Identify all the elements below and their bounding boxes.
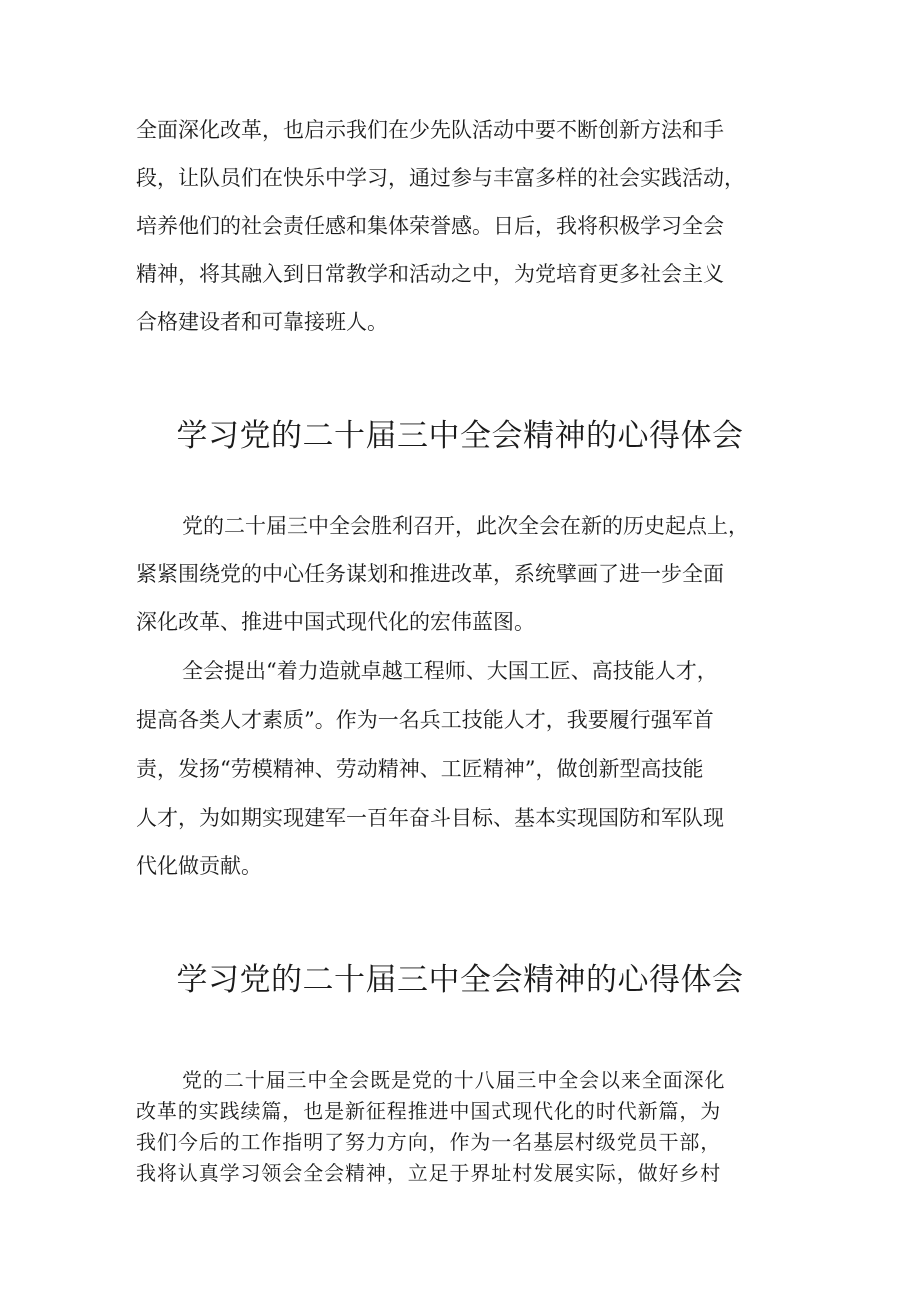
text-line: 培养他们的社会责任感和集体荣誉感。日后，我将积极学习全会 bbox=[136, 214, 724, 238]
text-line: 代化做贡献。 bbox=[136, 854, 262, 878]
text-line: 合格建设者和可靠接班人。 bbox=[136, 310, 388, 334]
text-line: 党的二十届三中全会既是党的十八届三中全会以来全面深化 bbox=[182, 1068, 726, 1092]
section-title: 学习党的二十届三中全会精神的心得体会 bbox=[176, 418, 744, 454]
text-line: 全面深化改革，也启示我们在少先队活动中要不断创新方法和手 bbox=[136, 118, 724, 142]
text-line: 我们今后的工作指明了努力方向，作为一名基层村级党员干部， bbox=[136, 1130, 722, 1154]
text-line: 人才，为如期实现建军一百年奋斗目标、基本实现国防和军队现 bbox=[136, 806, 724, 830]
text-line: 深化改革、推进中国式现代化的宏伟蓝图。 bbox=[136, 610, 535, 634]
text-line: 责，发扬“劳模精神、劳动精神、工匠精神”，做创新型高技能 bbox=[136, 757, 704, 781]
section-title: 学习党的二十届三中全会精神的心得体会 bbox=[176, 962, 744, 998]
text-line: 精神，将其融入到日常教学和活动之中，为党培育更多社会主义 bbox=[136, 262, 724, 286]
text-line: 全会提出“着力造就卓越工程师、大国工匠、高技能人才， bbox=[182, 659, 718, 683]
text-line: 段，让队员们在快乐中学习，通过参与丰富多样的社会实践活动， bbox=[136, 166, 745, 190]
text-line: 党的二十届三中全会胜利召开，此次全会在新的历史起点上， bbox=[182, 514, 749, 538]
text-line: 我将认真学习领会全会精神，立足于界址村发展实际，做好乡村 bbox=[136, 1161, 722, 1185]
text-line: 紧紧围绕党的中心任务谋划和推进改革，系统擘画了进一步全面 bbox=[136, 562, 724, 586]
text-line: 提高各类人才素质”。作为一名兵工技能人才，我要履行强军首 bbox=[136, 708, 714, 732]
text-line: 改革的实践续篇，也是新征程推进中国式现代化的时代新篇，为 bbox=[136, 1099, 722, 1123]
